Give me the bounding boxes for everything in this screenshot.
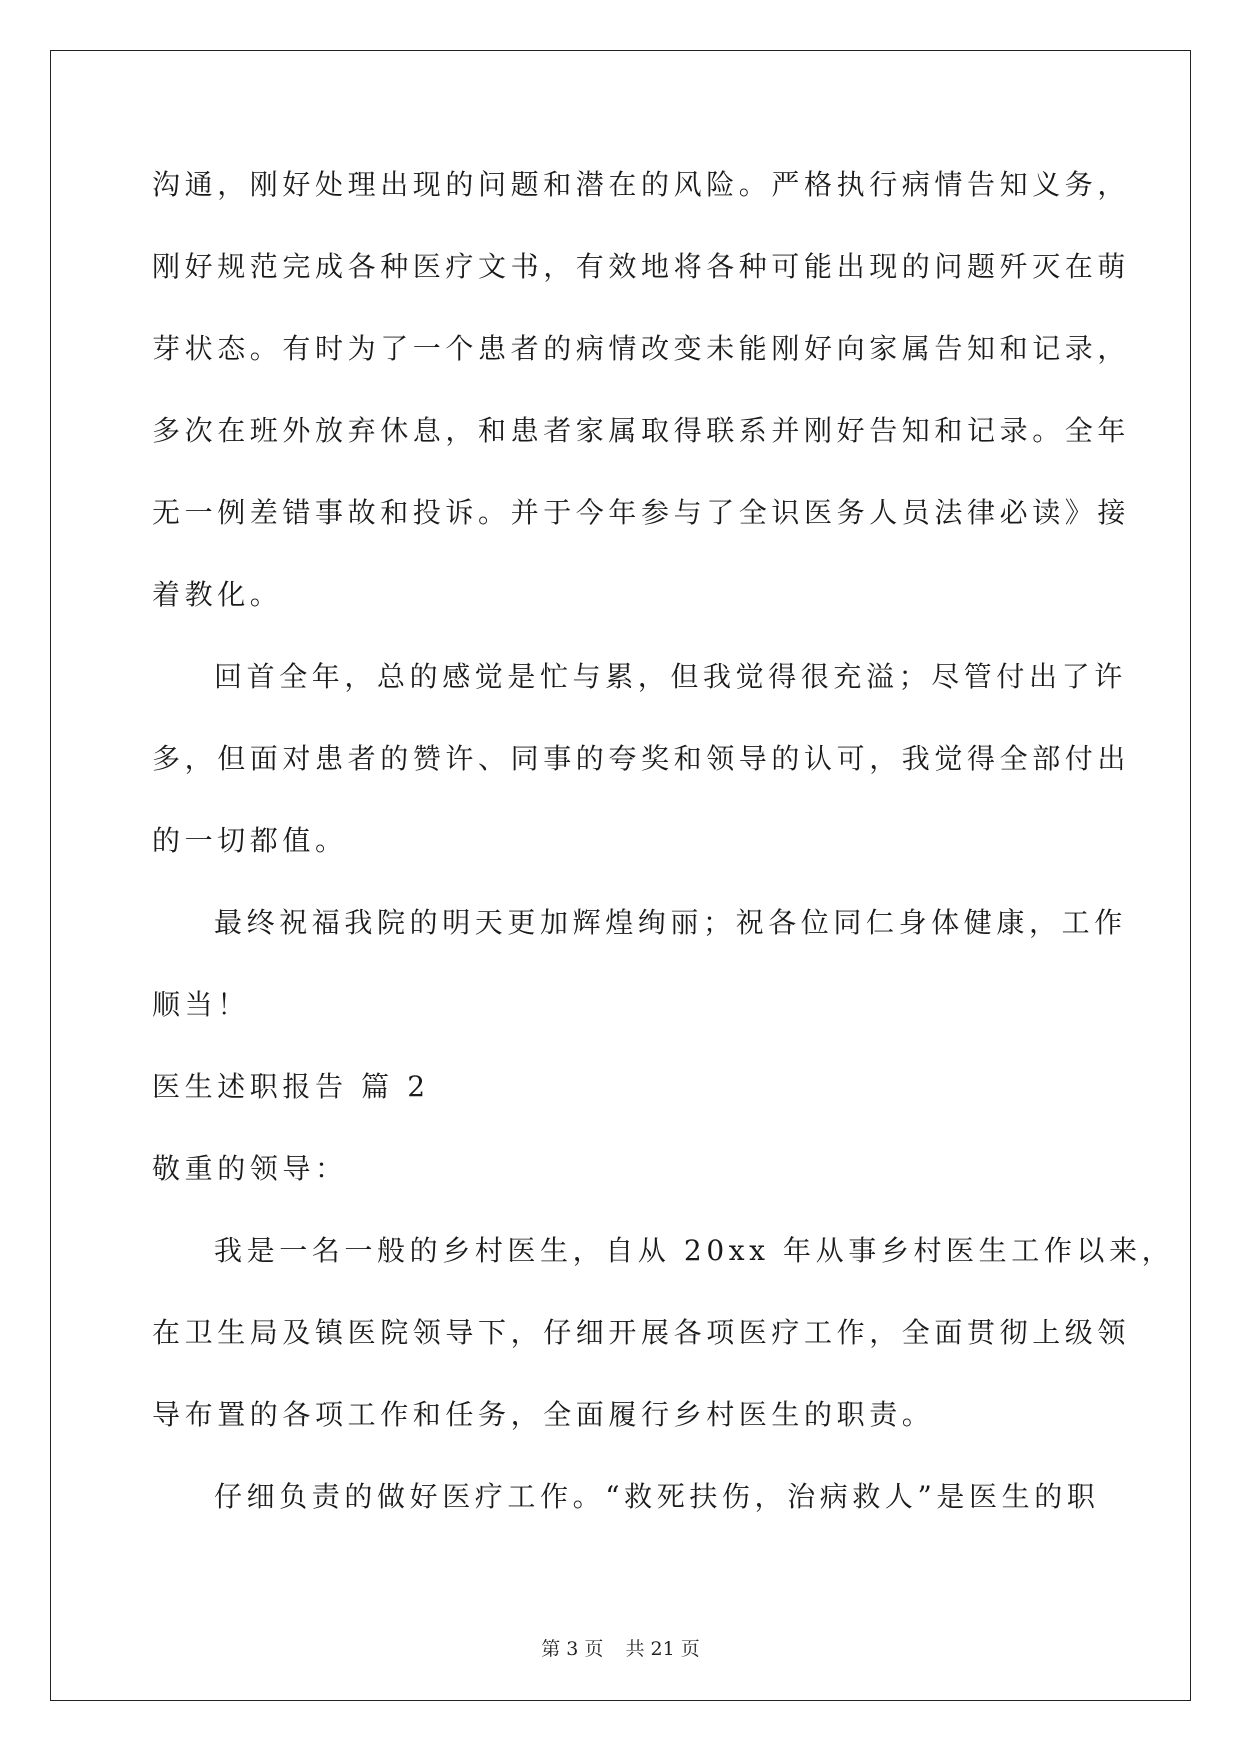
text-line: 刚好规范完成各种医疗文书，有效地将各种可能出现的问题歼灭在萌 — [152, 250, 1131, 283]
paragraph-first-line: 最终祝福我院的明天更加辉煌绚丽；祝各位同仁身体健康，工作 — [214, 906, 1127, 939]
paragraph-first-line: 我是一名一般的乡村医生，自从 20xx 年从事乡村医生工作以来， — [214, 1234, 1175, 1267]
paragraph-first-line: 仔细负责的做好医疗工作。“救死扶伤，治病救人”是医生的职 — [214, 1480, 1100, 1513]
text-line: 无一例差错事故和投诉。并于今年参与了全识医务人员法律必读》接 — [152, 496, 1131, 529]
text-line: 在卫生局及镇医院领导下，仔细开展各项医疗工作，全面贯彻上级领 — [152, 1316, 1131, 1349]
text-line: 着教化。 — [152, 578, 283, 611]
text-line: 沟通，刚好处理出现的问题和潜在的风险。严格执行病情告知义务， — [152, 168, 1131, 201]
text-line: 芽状态。有时为了一个患者的病情改变未能刚好向家属告知和记录， — [152, 332, 1131, 365]
text-line: 顺当！ — [152, 988, 250, 1021]
page-total: 共 21 页 — [625, 1638, 700, 1660]
text-line: 多，但面对患者的赞许、同事的夸奖和领导的认可，我觉得全部付出 — [152, 742, 1131, 775]
text-line: 导布置的各项工作和任务，全面履行乡村医生的职责。 — [152, 1398, 935, 1431]
paragraph-first-line: 回首全年，总的感觉是忙与累，但我觉得很充溢；尽管付出了许 — [214, 660, 1127, 693]
page-footer — [0, 1634, 1241, 1661]
section-heading: 医生述职报告 篇 2 — [152, 1070, 430, 1103]
text-line: 的一切都值。 — [152, 824, 348, 857]
document-body — [152, 167, 1175, 1561]
salutation: 敬重的领导： — [152, 1152, 348, 1185]
text-line: 多次在班外放弃休息，和患者家属取得联系并刚好告知和记录。全年 — [152, 414, 1131, 447]
page-number: 第 3 页 — [541, 1638, 604, 1660]
